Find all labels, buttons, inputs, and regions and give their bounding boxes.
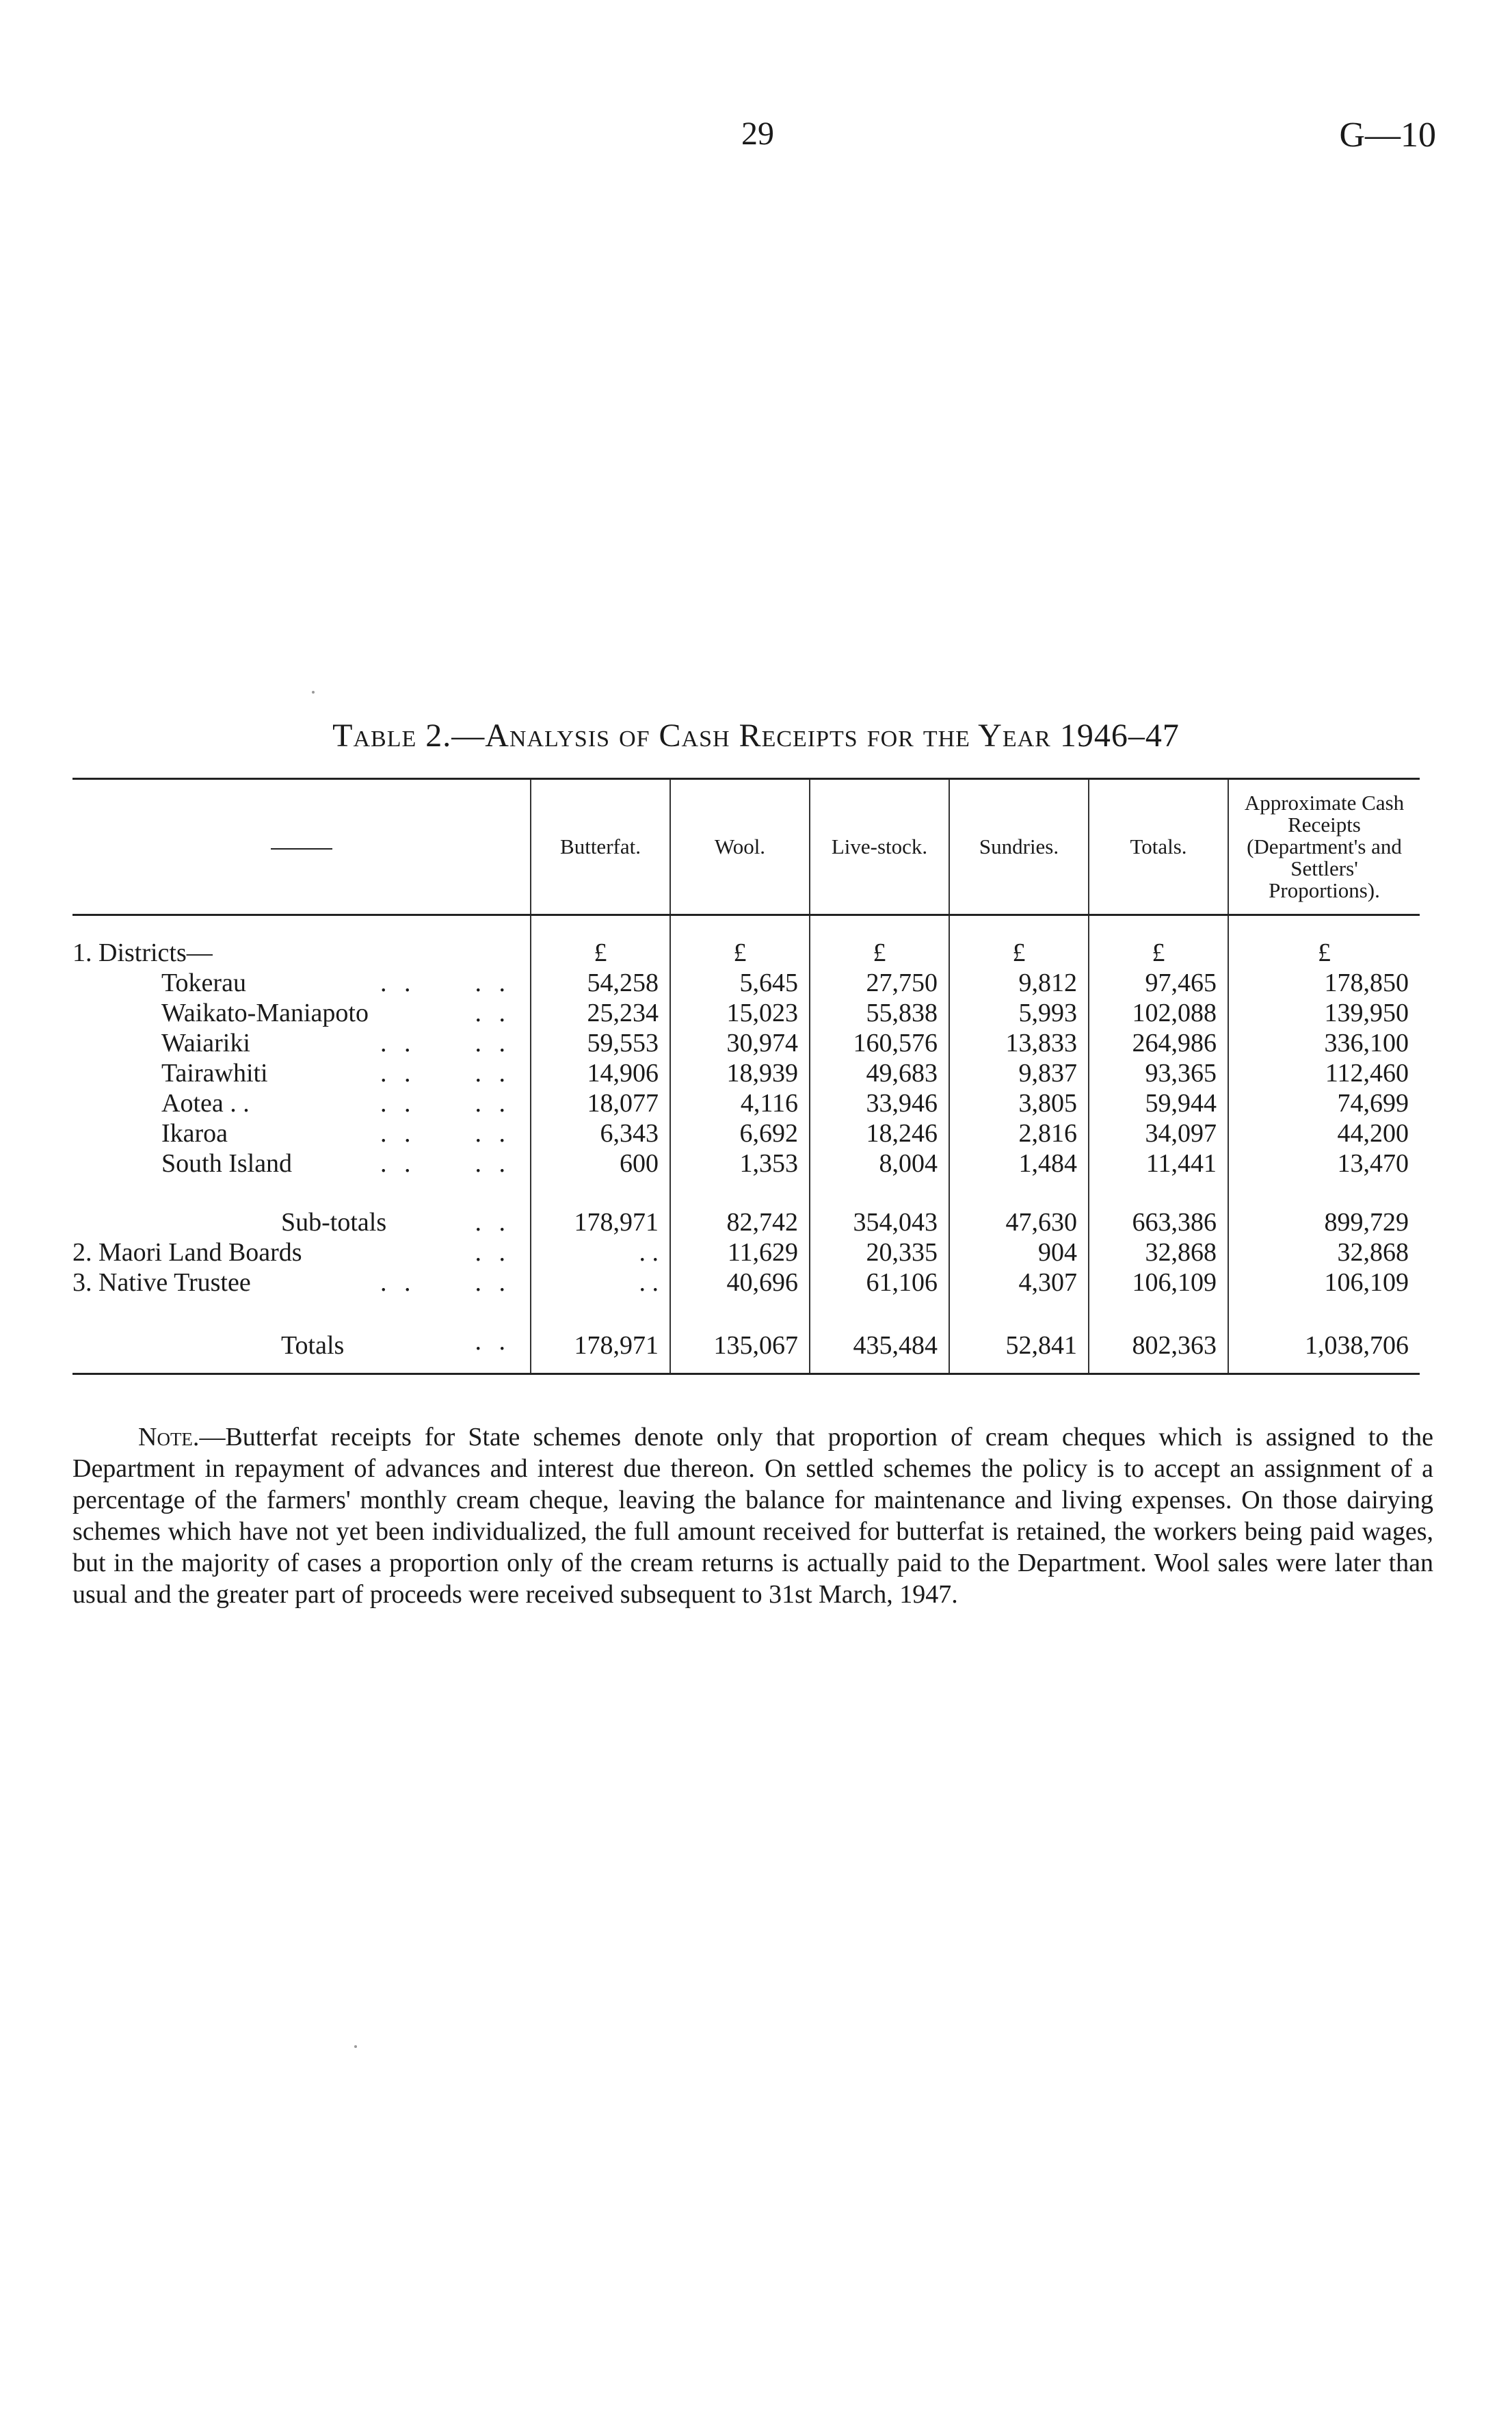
row-label: Waiariki . . . . (161, 1029, 511, 1057)
section-districts-row (72, 938, 1420, 968)
cell: 1,484 (949, 1148, 1089, 1179)
table-row (72, 1118, 1420, 1148)
cell: 663,386 (1089, 1207, 1228, 1237)
cell: 5,645 (670, 968, 810, 998)
cell: . . (531, 1267, 670, 1298)
section-districts-label: 1. Districts— (72, 938, 213, 967)
row-label: Tairawhiti . . . . (161, 1059, 511, 1088)
cell: 178,971 (531, 1207, 670, 1237)
cell: 2,816 (949, 1118, 1089, 1148)
cell: 264,986 (1089, 1028, 1228, 1058)
cell: 899,729 (1228, 1207, 1420, 1237)
cell: 61,106 (810, 1267, 949, 1298)
cell: 5,993 (949, 998, 1089, 1028)
cell: 106,109 (1089, 1267, 1228, 1298)
header-wool: Wool. (670, 779, 810, 915)
page-number: 29 (741, 116, 774, 152)
maori-land-boards-row (72, 1237, 1420, 1267)
table-row (72, 1148, 1420, 1179)
cell: 40,696 (670, 1267, 810, 1298)
cell: 6,692 (670, 1118, 810, 1148)
cell: 55,838 (810, 998, 949, 1028)
maori-land-boards-label: 2. Maori Land Boards . . (72, 1238, 511, 1267)
cell: 4,307 (949, 1267, 1089, 1298)
cell: 97,465 (1089, 968, 1228, 998)
cell: 11,629 (670, 1237, 810, 1267)
table-note (72, 1421, 1433, 1610)
cell: 178,850 (1228, 968, 1420, 998)
cell: 93,365 (1089, 1058, 1228, 1088)
cell: 106,109 (1228, 1267, 1420, 1298)
cell: 13,470 (1228, 1148, 1420, 1179)
cell: . . (531, 1237, 670, 1267)
cell: 112,460 (1228, 1058, 1420, 1088)
cash-receipts-table-container (72, 778, 1420, 1375)
cell: 54,258 (531, 968, 670, 998)
cell: 3,805 (949, 1088, 1089, 1118)
unit-cell: £ (531, 938, 670, 968)
totals-row (72, 1326, 1420, 1374)
cell: 13,833 (949, 1028, 1089, 1058)
table-row (72, 1088, 1420, 1118)
cell: 1,038,706 (1228, 1326, 1420, 1374)
cell: 160,576 (810, 1028, 949, 1058)
cell: 139,950 (1228, 998, 1420, 1028)
cell: 59,553 (531, 1028, 670, 1058)
cell: 18,077 (531, 1088, 670, 1118)
cell: 34,097 (1089, 1118, 1228, 1148)
cell: 30,974 (670, 1028, 810, 1058)
cell: 600 (531, 1148, 670, 1179)
header-butterfat: Butterfat. (531, 779, 670, 915)
cell: 435,484 (810, 1326, 949, 1374)
scan-speck (354, 2045, 357, 2048)
cell: 32,868 (1228, 1237, 1420, 1267)
cell: 18,246 (810, 1118, 949, 1148)
document-code: G—10 (1339, 116, 1436, 155)
table-header-row (72, 779, 1420, 915)
header-livestock: Live-stock. (810, 779, 949, 915)
unit-cell: £ (1228, 938, 1420, 968)
scan-speck (312, 691, 315, 694)
cell: 32,868 (1089, 1237, 1228, 1267)
cell: 9,812 (949, 968, 1089, 998)
cell: 4,116 (670, 1088, 810, 1118)
header-approx-cash-receipts: Approximate Cash Receipts (Department's and Settlers' Proportions). (1228, 779, 1420, 915)
header-sundries: Sundries. (949, 779, 1089, 915)
cell: 44,200 (1228, 1118, 1420, 1148)
cell: 1,353 (670, 1148, 810, 1179)
note-text: —Butterfat receipts for State schemes denote only that proportion of cream cheques which is assigned to the Department in repayment of advances and interest due thereon. On settled schemes the policy is to accept an assignment of a percentage of the farmers' monthly cream cheque, leaving the balance for maintenance and living expenses. On those dairying schemes which have not yet been individualized, the full amount received for butterfat is retained, the workers being paid wages, but in the majority of cases a proportion only of the cream returns is actually paid to the Department. Wool sales were later than usual and the greater part of proceeds were received subsequent to 31st March, 1947. (72, 1423, 1433, 1609)
cell: 49,683 (810, 1058, 949, 1088)
cell: 8,004 (810, 1148, 949, 1179)
cell: 14,906 (531, 1058, 670, 1088)
subtotals-row (72, 1207, 1420, 1237)
cell: 74,699 (1228, 1088, 1420, 1118)
unit-cell: £ (810, 938, 949, 968)
cell: 33,946 (810, 1088, 949, 1118)
row-label: Ikaroa . . . . (161, 1119, 511, 1148)
cell: 15,023 (670, 998, 810, 1028)
table-title-year: 1946–47 (1059, 718, 1180, 754)
native-trustee-label: 3. Native Trustee . . . . (72, 1268, 511, 1297)
cell: 18,939 (670, 1058, 810, 1088)
table-row (72, 968, 1420, 998)
table-row (72, 998, 1420, 1028)
note-lead: Note. (138, 1423, 200, 1451)
cash-receipts-table (72, 778, 1420, 1375)
cell: 25,234 (531, 998, 670, 1028)
row-label: South Island . . . . (161, 1149, 511, 1178)
cell: 20,335 (810, 1237, 949, 1267)
cell: 6,343 (531, 1118, 670, 1148)
header-totals: Totals. (1089, 779, 1228, 915)
cell: 59,944 (1089, 1088, 1228, 1118)
cell: 802,363 (1089, 1326, 1228, 1374)
unit-cell: £ (670, 938, 810, 968)
cell: 135,067 (670, 1326, 810, 1374)
cell: 47,630 (949, 1207, 1089, 1237)
cell: 102,088 (1089, 998, 1228, 1028)
table-title-text: Table 2.—Analysis of Cash Receipts for the Year (332, 718, 1051, 754)
totals-label: Totals . . (72, 1326, 531, 1374)
cell: 11,441 (1089, 1148, 1228, 1179)
table-row (72, 1028, 1420, 1058)
subtotals-label: Sub-totals . . (281, 1208, 511, 1237)
row-label: Tokerau . . . . (161, 969, 511, 997)
unit-cell: £ (949, 938, 1089, 968)
table-row (72, 1058, 1420, 1088)
cell: 27,750 (810, 968, 949, 998)
cell: 354,043 (810, 1207, 949, 1237)
row-label: Waikato-Maniapoto . . (161, 999, 511, 1027)
table-title (0, 717, 1512, 754)
cell: 904 (949, 1237, 1089, 1267)
row-label: Aotea . . . . . . (161, 1089, 511, 1118)
unit-cell: £ (1089, 938, 1228, 968)
cell: 52,841 (949, 1326, 1089, 1374)
cell: 178,971 (531, 1326, 670, 1374)
cell: 9,837 (949, 1058, 1089, 1088)
cell: 82,742 (670, 1207, 810, 1237)
header-blank (72, 779, 531, 915)
native-trustee-row (72, 1267, 1420, 1298)
cell: 336,100 (1228, 1028, 1420, 1058)
